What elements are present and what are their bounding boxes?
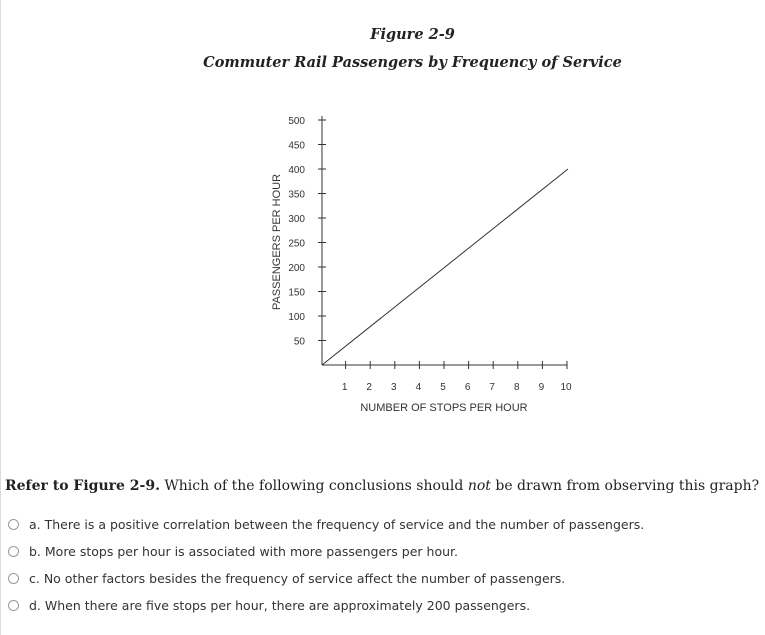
series-line xyxy=(322,169,568,365)
radio-button[interactable] xyxy=(8,600,19,611)
y-tick-label: 300 xyxy=(288,214,305,225)
y-tick-label: 100 xyxy=(288,312,305,323)
x-tick-label: 9 xyxy=(538,382,545,393)
option-label: b. More stops per hour is associated with more passengers per hour. xyxy=(29,544,458,559)
x-axis-label: NUMBER OF STOPS PER HOUR xyxy=(360,402,528,414)
answer-options xyxy=(8,511,758,619)
x-tick-label: 7 xyxy=(489,382,495,393)
option-c[interactable] xyxy=(8,565,758,592)
question-text-before: Which of the following conclusions should xyxy=(159,478,468,494)
x-tick-label: 5 xyxy=(440,382,446,393)
x-axis-ticks xyxy=(342,361,572,393)
question-emphasis: not xyxy=(467,478,491,494)
y-tick-label: 350 xyxy=(288,189,305,201)
y-tick-label: 250 xyxy=(288,238,305,250)
radio-button[interactable] xyxy=(8,573,19,584)
y-axis-ticks xyxy=(288,116,326,348)
question-text-after: be drawn from observing this graph? xyxy=(490,478,760,494)
option-b[interactable] xyxy=(8,538,758,565)
y-tick-label: 400 xyxy=(288,165,305,176)
figure-title: Commuter Rail Passengers by Frequency of Service xyxy=(203,54,622,71)
y-tick-label: 200 xyxy=(288,263,305,274)
chart-axes xyxy=(322,116,567,365)
x-tick-label: 10 xyxy=(560,382,572,393)
y-axis-label: PASSENGERS PER HOUR xyxy=(271,173,283,311)
question-ref: Refer to Figure 2-9. xyxy=(5,478,160,494)
y-tick-label: 150 xyxy=(288,287,305,299)
question-text xyxy=(5,478,760,494)
x-tick-label: 4 xyxy=(415,382,422,393)
y-tick-label: 50 xyxy=(293,336,305,348)
option-d[interactable] xyxy=(8,592,758,619)
x-tick-label: 8 xyxy=(514,382,520,393)
option-a[interactable] xyxy=(8,511,758,538)
option-label: c. No other factors besides the frequency of service affect the number of passengers. xyxy=(29,571,566,586)
x-tick-label: 6 xyxy=(464,382,471,393)
x-tick-label: 3 xyxy=(391,382,397,393)
series-group xyxy=(322,169,568,365)
radio-button[interactable] xyxy=(8,519,19,530)
y-tick-label: 500 xyxy=(288,116,305,127)
figure-label: Figure 2-9 xyxy=(370,26,455,43)
x-tick-label: 1 xyxy=(341,382,348,393)
x-tick-label: 2 xyxy=(366,382,372,393)
option-label: a. There is a positive correlation between the frequency of service and the number of passengers. xyxy=(29,517,645,532)
option-label: d. When there are five stops per hour, there are approximately 200 passengers. xyxy=(29,598,531,613)
radio-button[interactable] xyxy=(8,546,19,557)
y-tick-label: 450 xyxy=(288,140,305,152)
